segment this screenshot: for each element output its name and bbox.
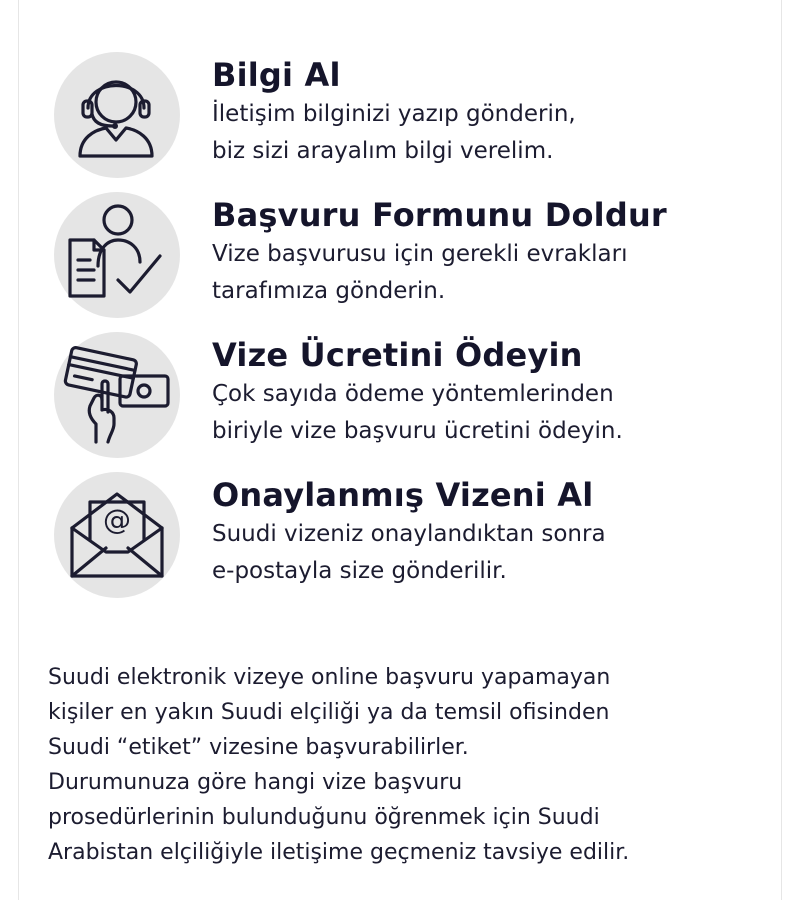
svg-text:@: @ — [103, 503, 131, 536]
step-title: Onaylanmış Vizeni Al — [212, 476, 594, 514]
step-description-line: Vize başvurusu için gerekli evrakları — [212, 241, 628, 267]
step-basvuru-formu — [54, 192, 774, 320]
step-title: Bilgi Al — [212, 56, 341, 94]
right-divider — [781, 0, 782, 900]
note-line: prosedürlerinin bulunduğunu öğrenmek için Suudi — [48, 805, 600, 830]
step-description-line: biriyle vize başvuru ücretini ödeyin. — [212, 418, 623, 444]
step-description-line: Çok sayıda ödeme yöntemlerinden — [212, 381, 614, 407]
payment-card-icon — [54, 332, 180, 458]
note-line: kişiler en yakın Suudi elçiliği ya da temsil ofisinden — [48, 700, 610, 725]
note-line: Suudi elektronik vizeye online başvuru yapamayan — [48, 665, 611, 690]
email-envelope-icon — [54, 472, 180, 598]
left-divider — [18, 0, 19, 900]
step-description — [212, 96, 576, 170]
step-bilgi-al — [54, 52, 774, 180]
step-vize-ucreti — [54, 332, 774, 460]
headset-agent-icon — [54, 52, 180, 178]
step-description — [212, 376, 623, 450]
note-line: Suudi “etiket” vizesine başvurabilirler. — [48, 735, 469, 760]
step-description — [212, 516, 606, 590]
step-title: Vize Ücretini Ödeyin — [212, 336, 583, 374]
application-form-icon — [54, 192, 180, 318]
step-onaylanmis-vize — [54, 472, 774, 600]
note-line: Arabistan elçiliğiyle iletişime geçmeniz tavsiye edilir. — [48, 840, 630, 865]
note-line: Durumunuza göre hangi vize başvuru — [48, 770, 463, 795]
step-description-line: biz sizi arayalım bilgi verelim. — [212, 138, 554, 164]
step-description-line: tarafımıza gönderin. — [212, 278, 446, 304]
step-description-line: e-postayla size gönderilir. — [212, 558, 507, 584]
step-description-line: İletişim bilginizi yazıp gönderin, — [212, 101, 576, 127]
step-title: Başvuru Formunu Doldur — [212, 196, 667, 234]
embassy-note-paragraph — [48, 660, 768, 870]
step-description-line: Suudi vizeniz onaylandıktan sonra — [212, 521, 606, 547]
step-description — [212, 236, 627, 310]
